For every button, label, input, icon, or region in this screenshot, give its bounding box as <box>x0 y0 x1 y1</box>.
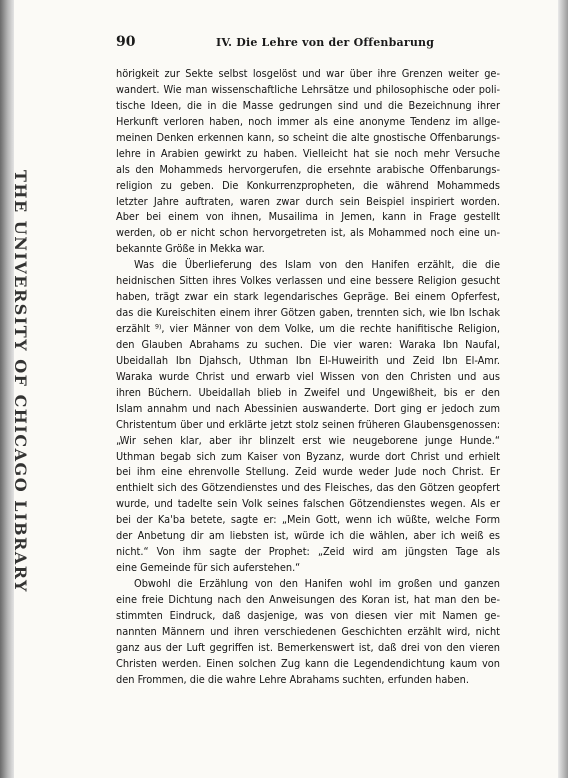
text-line: den Frommen, die die wahre Lehre Abrahams suchten, erfunden haben. <box>116 672 469 686</box>
text-line: lehre in Arabien gewirkt zu haben. Vielleicht hat sie noch mehr Versuche <box>116 146 500 160</box>
text-line: erzählt ⁹⁾, vier Männer von dem Volke, um die rechte hanifitische Religion, <box>116 322 500 335</box>
text-line: religion zu geben. Die Konkurrenzpropheten, die während Mohammeds <box>116 178 500 192</box>
text-line: tische Ideen, die in die Masse gedrungen sind und die Bezeichnung ihrer <box>116 98 500 112</box>
text-line: das die Kureischiten einem ihrer Götzen gaben, trennten sich, wie Ibn Ischak <box>116 306 500 320</box>
text-line: Uthman begab sich zum Kaiser von Byzanz, wurde dort Christ und erhielt <box>116 449 500 463</box>
text-line: Waraka wurde Christ und erwarb viel Wissen von den Christen und aus <box>116 369 500 383</box>
text-line: eine freie Dichtung nach den Anweisungen des Koran ist, hat man den be- <box>116 592 500 606</box>
text-line: Aber bei einem von ihnen, Musailima in Jemen, kann in Frage gestellt <box>116 210 500 224</box>
text-line: Was die Überlieferung des Islam von den Hanifen erzählt, die die <box>134 258 500 272</box>
text-line: heidnischen Sitten ihres Volkes verlassen und eine bessere Religion gesucht <box>116 274 500 288</box>
text-line: eine Gemeinde für sich auferstehen.“ <box>116 561 301 575</box>
text-line: den Glauben Abrahams zu suchen. Die vier waren: Waraka Ibn Naufal, <box>116 337 500 351</box>
text-line: als den Mohammeds hervorgerufen, die ersehnte arabische Offenbarungs- <box>116 162 500 176</box>
text-line: Christen werden. Einen solchen Zug kann die Legendendichtung kaum von <box>116 656 500 670</box>
text-line: meinen Denken erkennen kann, so scheint die alte gnostische Offenbarungs- <box>116 130 500 144</box>
text-line: Ubeidallah Ibn Djahsch, Uthman Ibn El-Huweirith und Zeid Ibn El-Amr. <box>116 353 500 367</box>
text-line: hörigkeit zur Sekte selbst losgelöst und war über ihre Grenzen weiter ge- <box>116 67 500 80</box>
text-line: wurde, und tadelte sein Volk seines falschen Götzendienstes wegen. Als er <box>116 497 500 511</box>
page-number: 90 <box>116 34 136 50</box>
text-line: ganz aus der Luft gegriffen ist. Bemerkenswert ist, daß drei von den vieren <box>116 640 500 654</box>
library-stamp <box>8 170 30 730</box>
text-line: der Anbetung dir am liebsten ist, würde ich die wählen, aber ich weiß es <box>116 529 500 543</box>
text-line: haben, trägt zwar ein stark legendarisches Gepräge. Bei einem Opferfest, <box>116 290 500 304</box>
text-line: bekannte Größe in Mekka war. <box>116 242 265 256</box>
page-header <box>116 34 502 54</box>
text-line: Islam annahm und nach Abessinien auswanderte. Dort ging er jedoch zum <box>116 401 500 415</box>
text-line: stimmten Eindruck, daß dasjenige, was von diesen vier mit Namen ge- <box>116 608 500 622</box>
text-line: bei der Ka'ba betete, sagte er: „Mein Gott, wenn ich wüßte, welche Form <box>116 513 500 527</box>
body-text <box>116 66 500 688</box>
paragraph <box>116 576 500 688</box>
text-line: „Wir sehen klar, aber ihr blinzelt erst wie neugeborene junge Hunde.“ <box>116 433 500 447</box>
text-line: werden, ob er nicht schon hervorgetreten ist, als Mohammed noch eine un- <box>116 226 500 240</box>
page-edge-shadow <box>558 0 568 778</box>
text-line: enthielt sich des Götzendienstes und des Fleisches, das den Götzen geopfert <box>116 481 500 495</box>
paragraph <box>116 66 500 257</box>
text-line: Obwohl die Erzählung von den Hanifen wohl im großen und ganzen <box>134 577 500 590</box>
text-line: wandert. Wie man wissenschaftliche Lehrsätze und philosophische oder poli- <box>116 82 500 96</box>
text-line: ihren Büchern. Ubeidallah blieb in Zweifel und Ungewißheit, bis er den <box>116 385 500 399</box>
paragraph <box>116 257 500 576</box>
running-head: IV. Die Lehre von der Offenbarung <box>216 36 435 49</box>
text-line: nannten Männern und ihren verschiedenen Geschichten erzählt wird, nicht <box>116 624 500 638</box>
library-stamp-text: THE UNIVERSITY OF CHICAGO LIBRARY <box>11 170 30 593</box>
text-line: Herkunft verloren haben, noch immer als eine anonyme Tendenz im allge- <box>116 114 500 128</box>
text-line: letzter Jahre auftraten, waren zwar durch sein Beispiel inspiriert worden. <box>116 194 500 208</box>
text-line: bei ihm eine ehrenvolle Stellung. Zeid wurde weder Jude noch Christ. Er <box>116 465 500 479</box>
text-line: Christentum über und erklärte jetzt stolz seinen früheren Glaubensgenossen: <box>116 417 500 431</box>
text-line: nicht.“ Von ihm sagte der Prophet: „Zeid wird am jüngsten Tage als <box>116 545 500 559</box>
